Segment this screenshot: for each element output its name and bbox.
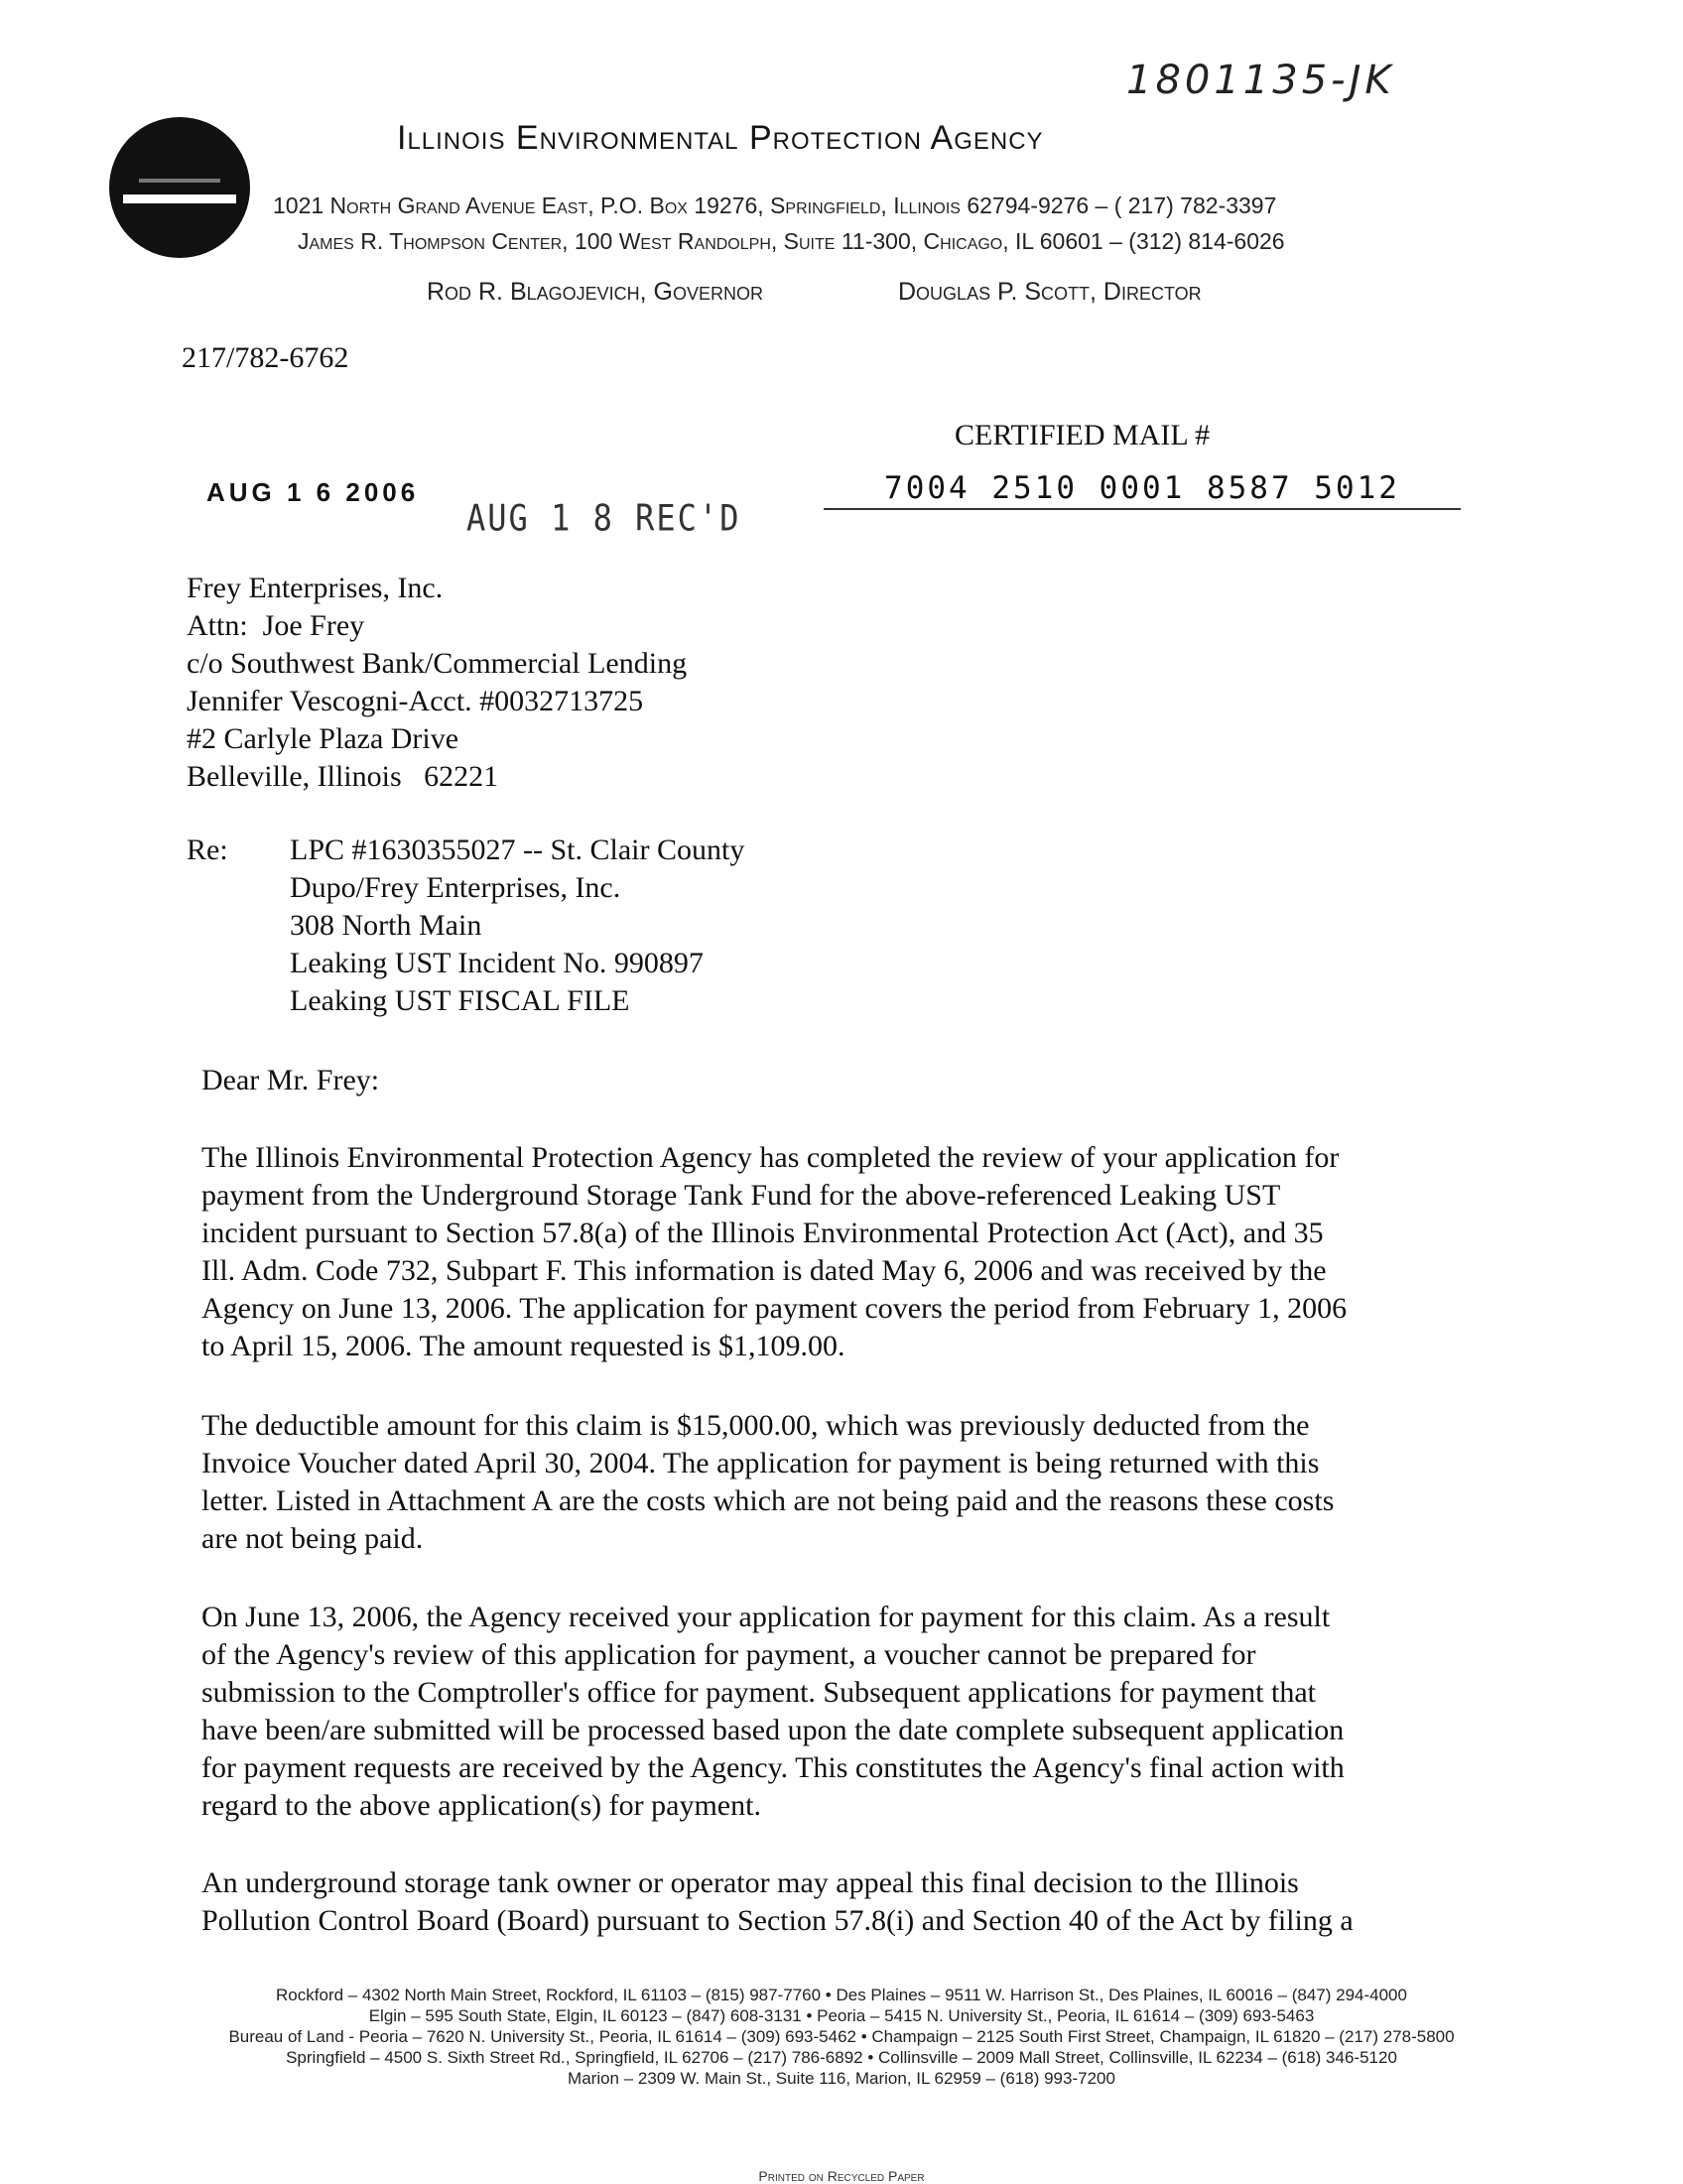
addressee-line: Frey Enterprises, Inc. [187, 572, 444, 604]
addressee-line: Attn: Joe Frey [187, 609, 365, 642]
paragraph-line: are not being paid. [201, 1522, 424, 1555]
paragraph-final-action [201, 1599, 1531, 1825]
paragraph-line: to April 15, 2006. The amount requested is $1,109.00. [201, 1330, 845, 1362]
paragraph-line: incident pursuant to Section 57.8(a) of the Illinois Environmental Protection Act (Act), and 35 [201, 1217, 1324, 1249]
footer-line: Rockford – 4302 North Main Street, Rockford, IL 61103 – (815) 987-7760 • Des Plaines – 9511 W. Harrison St., Des Plaines, IL 60016 – (847) 294-4000 [276, 1986, 1407, 2004]
paragraph-line: submission to the Comptroller's office for payment. Subsequent applications for payment that [201, 1676, 1316, 1709]
paragraph-line: On June 13, 2006, the Agency received your application for payment for this claim. As a result [201, 1601, 1331, 1633]
re-line: Leaking UST FISCAL FILE [290, 984, 630, 1017]
footer-line: Elgin – 595 South State, Elgin, IL 60123 – (847) 608-3131 • Peoria – 5415 N. University St., Peoria, IL 61614 – (309) 693-5463 [368, 2006, 1315, 2025]
re-label: Re: [187, 834, 228, 866]
handwritten-file-number: 1801135-JK [1126, 58, 1395, 103]
springfield-address: 1021 North Grand Avenue East, P.O. Box 19276, Springfield, Illinois 62794-9276 – ( 217) 782-3397 [273, 193, 1277, 218]
agency-seal-logo [109, 117, 250, 258]
footer-line: Springfield – 4500 S. Sixth Street Rd., Springfield, IL 62706 – (217) 786-6892 • Collinsville – 2009 Mall Street, Collinsville, IL 62234 – (618) 346-5120 [286, 2048, 1397, 2067]
footer-line: Marion – 2309 W. Main St., Suite 116, Marion, IL 62959 – (618) 993-7200 [568, 2069, 1115, 2088]
re-line: Dupo/Frey Enterprises, Inc. [290, 871, 621, 904]
certified-mail-label: CERTIFIED MAIL # [955, 419, 1211, 451]
contact-phone: 217/782-6762 [182, 341, 349, 374]
paragraph-line: of the Agency's review of this application for payment, a voucher cannot be prepared for [201, 1638, 1256, 1671]
re-line: 308 North Main [290, 909, 482, 942]
re-line: Leaking UST Incident No. 990897 [290, 947, 704, 979]
seal-band [123, 194, 236, 203]
addressee-line: #2 Carlyle Plaza Drive [187, 722, 459, 755]
paragraph-line: The deductible amount for this claim is $15,000.00, which was previously deducted from the [201, 1409, 1310, 1442]
addressee-line: Jennifer Vescogni-Acct. #0032713725 [187, 685, 644, 717]
paragraph-deductible [201, 1407, 1531, 1558]
recycled-paper-note: Printed on Recycled Paper [758, 2168, 925, 2184]
paragraph-line: Pollution Control Board (Board) pursuant to Section 57.8(i) and Section 40 of the Act by filing a [201, 1904, 1354, 1937]
governor-name: Rod R. Blagojevich, Governor [427, 278, 763, 306]
seal-detail [139, 179, 220, 183]
addressee-line: c/o Southwest Bank/Commercial Lending [187, 647, 688, 680]
re-block [290, 832, 744, 1020]
agency-name-heading: Illinois Environmental Protection Agency [397, 119, 1044, 157]
footer-line: Bureau of Land - Peoria – 7620 N. University St., Peoria, IL 61614 – (309) 693-5462 • Champaign – 2125 South First Street, Champaign, IL 61820 – (217) 278-5800 [228, 2027, 1455, 2046]
paragraph-line: have been/are submitted will be processed based upon the date complete subsequent application [201, 1714, 1345, 1746]
paragraph-line: Ill. Adm. Code 732, Subpart F. This information is dated May 6, 2006 and was received by the [201, 1254, 1327, 1287]
chicago-address: James R. Thompson Center, 100 West Randolph, Suite 11-300, Chicago, IL 60601 – (312) 814-6026 [298, 228, 1285, 254]
paragraph-line: payment from the Underground Storage Tank Fund for the above-referenced Leaking UST [201, 1179, 1281, 1212]
addressee-line: Belleville, Illinois 62221 [187, 760, 499, 793]
paragraph-line: The Illinois Environmental Protection Agency has completed the review of your application for [201, 1141, 1340, 1174]
paragraph-appeal [201, 1864, 1531, 1940]
received-stamp: AUG 1 8 REC'D [466, 496, 741, 540]
paragraph-line: Invoice Voucher dated April 30, 2004. The application for payment is being returned with this [201, 1447, 1320, 1479]
date-stamp: AUG 1 6 2006 [206, 477, 420, 507]
addressee-block [187, 570, 687, 796]
director-name: Douglas P. Scott, Director [898, 278, 1202, 306]
paragraph-line: An underground storage tank owner or operator may appeal this final decision to the Illinois [201, 1866, 1299, 1899]
regional-offices-footer [0, 1985, 1683, 2089]
paragraph-line: regard to the above application(s) for payment. [201, 1789, 761, 1822]
paragraph-line: Agency on June 13, 2006. The application for payment covers the period from February 1, 2006 [201, 1292, 1348, 1325]
paragraph-review [201, 1139, 1531, 1365]
paragraph-line: for payment requests are received by the Agency. This constitutes the Agency's final action with [201, 1751, 1345, 1784]
re-line: LPC #1630355027 -- St. Clair County [290, 834, 745, 866]
paragraph-line: letter. Listed in Attachment A are the costs which are not being paid and the reasons these costs [201, 1484, 1335, 1517]
certified-mail-number: 7004 2510 0001 8587 5012 [824, 470, 1461, 510]
salutation: Dear Mr. Frey: [201, 1064, 380, 1096]
